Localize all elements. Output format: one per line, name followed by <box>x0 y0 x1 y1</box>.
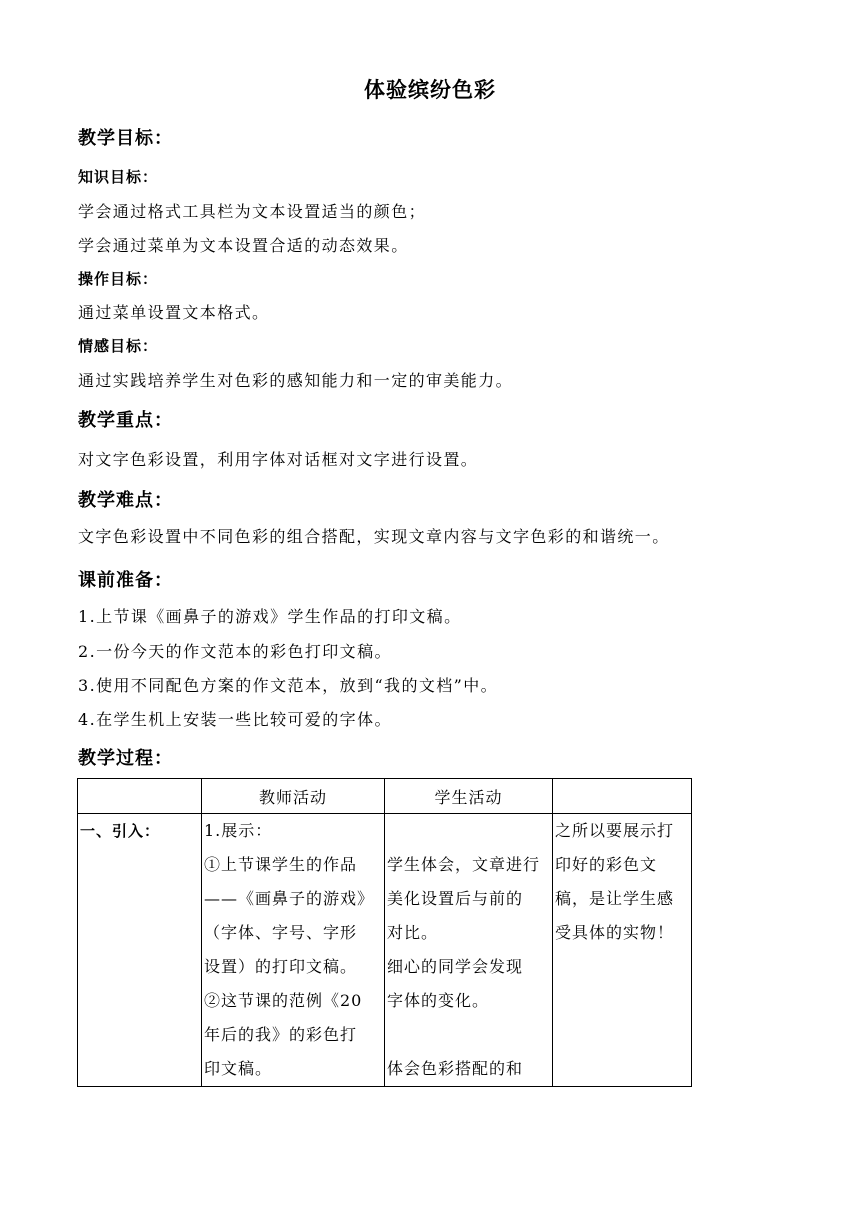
document-title: 体验缤纷色彩 <box>364 78 496 102</box>
table-header-row <box>78 779 692 814</box>
stage-label: 一、引入： <box>80 822 161 840</box>
table-header-cell <box>553 779 692 814</box>
operation-line-1: 通过菜单设置文本格式。 <box>78 303 270 322</box>
key-points-text: 对文字色彩设置，利用字体对话框对文字进行设置。 <box>78 450 479 469</box>
student-line <box>387 814 552 848</box>
student-line: 对比。 <box>387 923 439 942</box>
note-line: 稿，是让学生感 <box>555 889 675 908</box>
table-row <box>78 814 692 1087</box>
knowledge-line-2: 学会通过菜单为文本设置合适的动态效果。 <box>78 236 409 255</box>
emotion-line-1: 通过实践培养学生对色彩的感知能力和一定的审美能力。 <box>78 371 514 390</box>
table-header-cell <box>78 779 202 814</box>
student-line: 细心的同学会发现 <box>387 957 524 976</box>
heading-difficulties: 教学难点： <box>78 490 173 511</box>
label-knowledge-objective: 知识目标： <box>78 168 159 186</box>
table-header-teacher: 教师活动 <box>202 779 385 814</box>
process-table <box>77 778 692 1087</box>
note-cell <box>553 814 692 1087</box>
preparation-item: 2.一份今天的作文范本的彩色打印文稿。 <box>78 642 392 661</box>
difficulties-text: 文字色彩设置中不同色彩的组合搭配，实现文章内容与文字色彩的和谐统一。 <box>78 527 670 546</box>
student-line: 美化设置后与前的 <box>387 889 524 908</box>
note-line: 之所以要展示打 <box>555 821 675 840</box>
preparation-item: 4.在学生机上安装一些比较可爱的字体。 <box>78 710 392 729</box>
student-activity-cell <box>385 814 553 1087</box>
teacher-line: ①上节课学生的作品 <box>204 855 358 874</box>
teacher-line: 印文稿。 <box>204 1059 273 1078</box>
heading-preparation: 课前准备： <box>78 570 173 591</box>
teacher-activity-cell <box>202 814 385 1087</box>
teacher-line: ②这节课的范例《20 <box>204 991 363 1010</box>
stage-cell <box>78 814 202 1087</box>
heading-process: 教学过程： <box>78 748 173 769</box>
preparation-item: 1.上节课《画鼻子的游戏》学生作品的打印文稿。 <box>78 607 462 626</box>
student-line: 学生体会，文章进行 <box>387 855 541 874</box>
student-line <box>387 1018 552 1052</box>
note-line: 受具体的实物！ <box>555 923 675 942</box>
label-emotion-objective: 情感目标： <box>78 337 159 355</box>
label-operation-objective: 操作目标： <box>78 270 159 288</box>
teacher-line: （字体、字号、字形 <box>204 923 358 942</box>
student-line: 体会色彩搭配的和 <box>387 1059 524 1078</box>
table-header-student: 学生活动 <box>385 779 553 814</box>
teacher-line: 年后的我》的彩色打 <box>204 1025 358 1044</box>
heading-objectives: 教学目标： <box>78 128 173 149</box>
heading-key-points: 教学重点： <box>78 410 173 431</box>
preparation-item: 3.使用不同配色方案的作文范本，放到“我的文档”中。 <box>78 676 499 695</box>
teacher-line: ——《画鼻子的游戏》 <box>204 889 375 908</box>
note-line: 印好的彩色文 <box>555 855 658 874</box>
knowledge-line-1: 学会通过格式工具栏为文本设置适当的颜色； <box>78 202 427 221</box>
student-line: 字体的变化。 <box>387 991 490 1010</box>
teacher-line: 设置）的打印文稿。 <box>204 957 358 976</box>
teacher-line: 1.展示： <box>204 821 273 840</box>
